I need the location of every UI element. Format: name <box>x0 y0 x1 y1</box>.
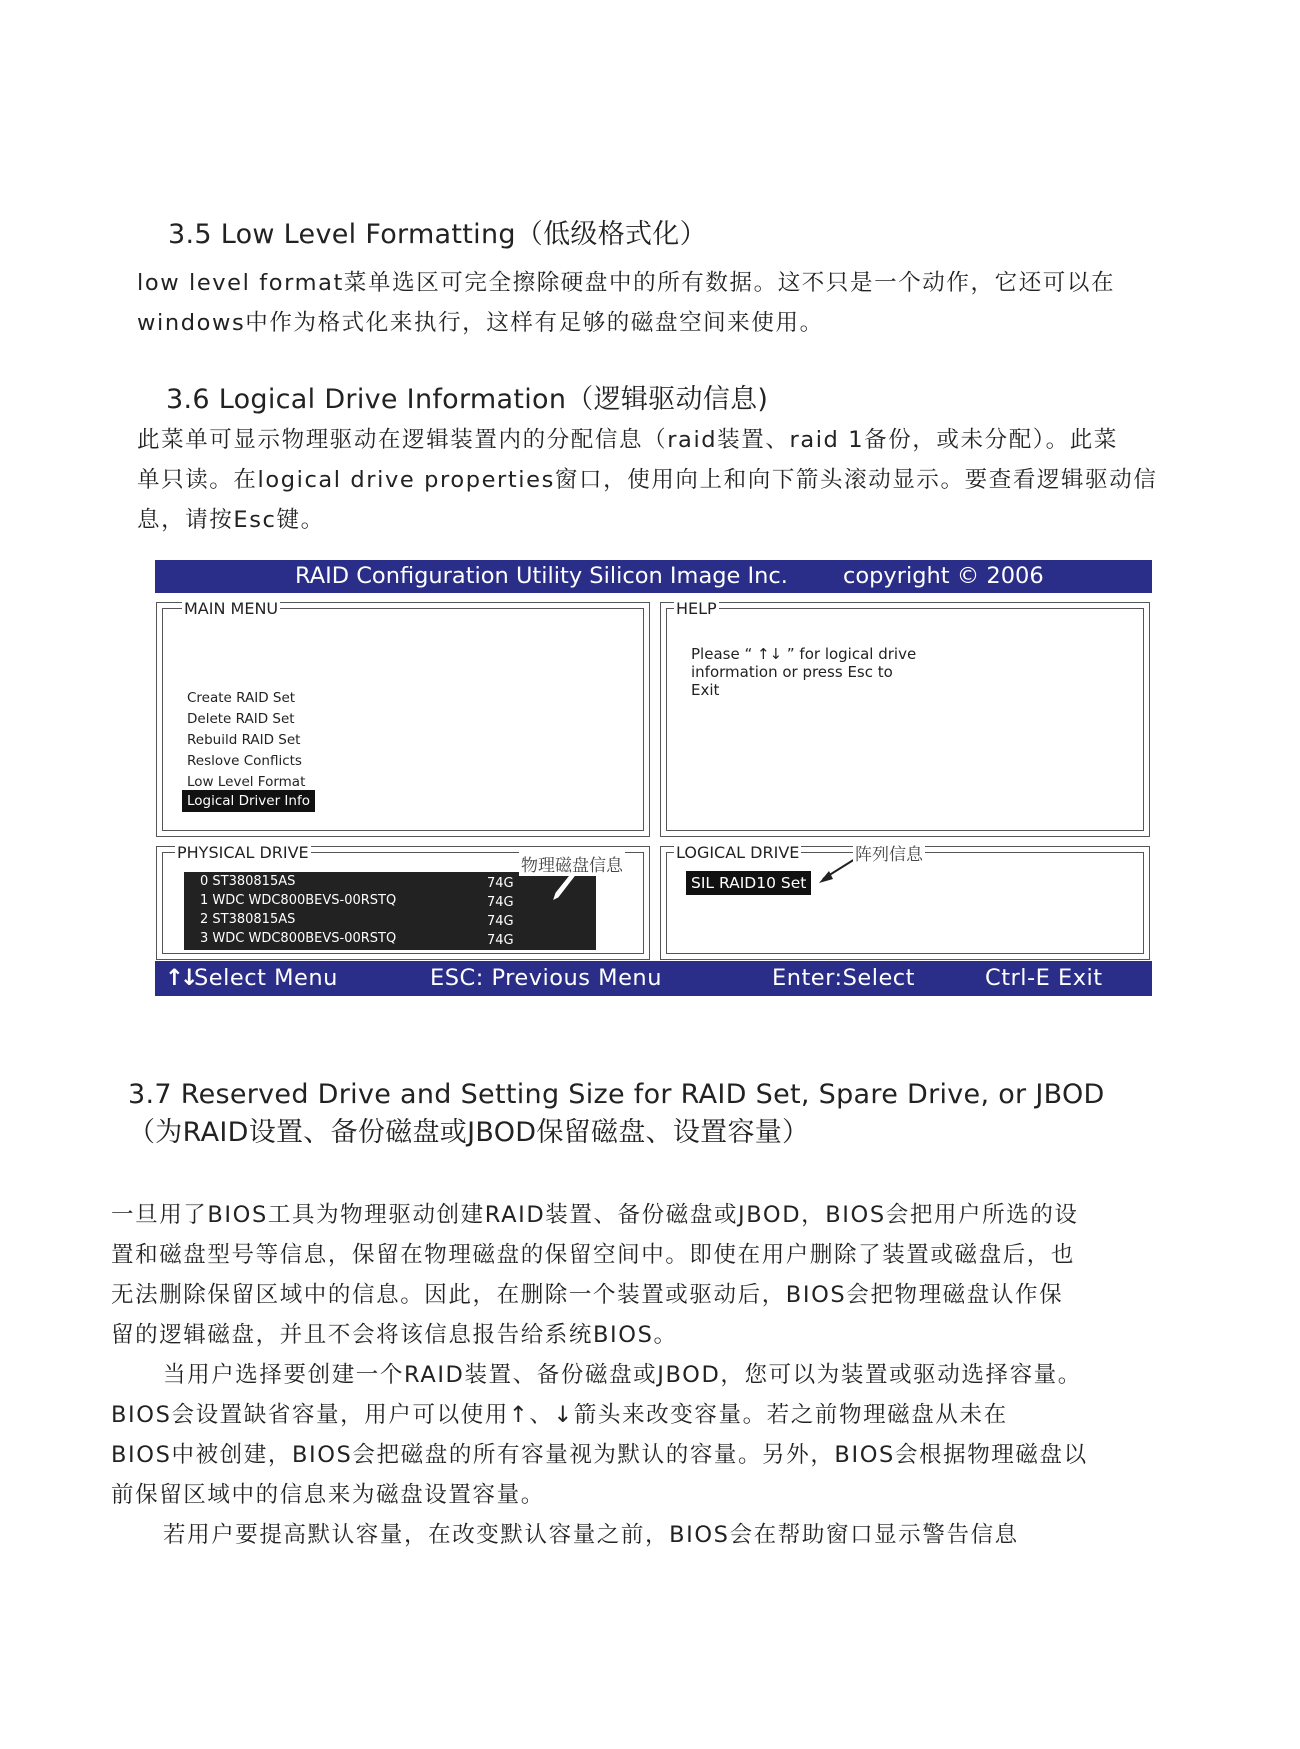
section-3-6-heading: 3.6 Logical Drive Information（逻辑驱动信息) <box>166 384 769 415</box>
status-enter-select: Enter:Select <box>772 965 915 991</box>
section-3-5-heading: 3.5 Low Level Formatting（低级格式化） <box>168 219 707 250</box>
title-bar <box>155 560 1152 593</box>
paragraph-line: 当用户选择要创建一个RAID装置、备份磁盘或JBOD，您可以为装置或驱动选择容量。 <box>163 1362 1082 1388</box>
drive-row[interactable] <box>184 929 596 948</box>
raid-utility-screenshot <box>155 560 1152 996</box>
paragraph-line: 前保留区域中的信息来为磁盘设置容量。 <box>111 1482 545 1508</box>
help-panel <box>660 599 1150 837</box>
section-3-5-paragraph <box>137 263 1115 343</box>
paragraph-line: 置和磁盘型号等信息，保留在物理磁盘的保留空间中。即使在用户删除了装置或磁盘后，也 <box>111 1242 1076 1268</box>
logical-drive-label: LOGICAL DRIVE <box>676 843 800 862</box>
panel-inner-border <box>666 608 1144 831</box>
section-3-7-heading: 3.7 Reserved Drive and Setting Size for RAID Set, Spare Drive, or JBOD <box>128 1079 1105 1110</box>
paragraph-line: windows中作为格式化来执行，这样有足够的磁盘空间来使用。 <box>137 310 824 336</box>
physical-drive-list[interactable] <box>184 872 596 950</box>
panel-inner-border <box>666 852 1144 954</box>
main-menu-label: MAIN MENU <box>184 599 279 618</box>
paragraph-line: 单只读。在logical drive properties窗口，使用向上和向下箭头滚动显示。要查看逻辑驱动信 <box>137 467 1158 493</box>
paragraph-line: 若用户要提高默认容量，在改变默认容量之前，BIOS会在帮助窗口显示警告信息 <box>163 1522 1019 1548</box>
help-text <box>691 645 916 699</box>
physical-drive-annotation: 物理磁盘信息 <box>519 851 625 876</box>
status-ctrl-e-exit: Ctrl-E Exit <box>985 965 1103 991</box>
menu-item-low-level-format[interactable]: Low Level Format <box>187 774 306 790</box>
drive-size: 74G <box>487 895 514 910</box>
help-label: HELP <box>676 599 717 618</box>
menu-item-resolve-conflicts[interactable]: Reslove Conflicts <box>187 753 302 769</box>
drive-size: 74G <box>487 933 514 948</box>
help-line: Exit <box>691 681 720 699</box>
annotation-arrow-icon <box>817 857 857 887</box>
paragraph-line: 一旦用了BIOS工具为物理驱动创建RAID装置、备份磁盘或JBOD，BIOS会把用户所选的设 <box>111 1202 1079 1228</box>
utility-title: RAID Configuration Utility Silicon Image Inc. <box>295 563 788 589</box>
section-3-6-paragraph <box>137 420 1157 540</box>
annotation-arrow-icon <box>550 873 580 901</box>
menu-item-rebuild-raid-set[interactable]: Rebuild RAID Set <box>187 732 301 748</box>
status-select-menu: Select Menu <box>194 965 338 991</box>
drive-name: 1 WDC WDC800BEVS-00RSTQ <box>200 893 397 908</box>
help-line: information or press Esc to <box>691 663 893 681</box>
paragraph-line: BIOS中被创建，BIOS会把磁盘的所有容量视为默认的容量。另外，BIOS会根据物理磁盘以 <box>111 1442 1088 1468</box>
status-bar <box>155 961 1152 996</box>
drive-name: 2 ST380815AS <box>200 912 296 927</box>
help-line: Please “ ↑↓ ” for logical drive <box>691 645 917 663</box>
drive-row[interactable] <box>184 891 596 910</box>
up-down-arrows-icon: ↑↓ <box>165 965 195 991</box>
section-3-7-paragraph <box>111 1195 1088 1555</box>
paragraph-line: 此菜单可显示物理驱动在逻辑装置内的分配信息（raid装置、raid 1备份，或未分配）。此菜 <box>137 427 1118 453</box>
paragraph-line: low level format菜单选区可完全擦除硬盘中的所有数据。这不只是一个动作，它还可以在 <box>137 270 1116 296</box>
drive-row[interactable] <box>184 910 596 929</box>
copyright-text: copyright © 2006 <box>843 563 1044 589</box>
menu-item-create-raid-set[interactable]: Create RAID Set <box>187 690 296 706</box>
menu-item-delete-raid-set[interactable]: Delete RAID Set <box>187 711 295 727</box>
drive-name: 0 ST380815AS <box>200 874 296 889</box>
menu-item-logical-driver-info[interactable]: Logical Driver Info <box>182 790 315 812</box>
status-esc-previous: ESC: Previous Menu <box>430 965 662 991</box>
paragraph-line: 留的逻辑磁盘，并且不会将该信息报告给系统BIOS。 <box>111 1322 678 1348</box>
drive-size: 74G <box>487 876 514 891</box>
section-3-7-subheading: （为RAID设置、备份磁盘或JBOD保留磁盘、设置容量） <box>128 1117 810 1148</box>
logical-drive-selected[interactable]: SIL RAID10 Set <box>686 871 811 895</box>
drive-size: 74G <box>487 914 514 929</box>
paragraph-line: 无法删除保留区域中的信息。因此，在删除一个装置或驱动后，BIOS会把物理磁盘认作保 <box>111 1282 1064 1308</box>
logical-drive-annotation: 阵列信息 <box>853 840 925 865</box>
drive-name: 3 WDC WDC800BEVS-00RSTQ <box>200 931 397 946</box>
main-menu-panel <box>156 599 650 837</box>
paragraph-line: BIOS会设置缺省容量，用户可以使用↑、↓箭头来改变容量。若之前物理磁盘从未在 <box>111 1402 1008 1428</box>
paragraph-line: 息，请按Esc键。 <box>137 507 325 533</box>
physical-drive-label: PHYSICAL DRIVE <box>177 843 309 862</box>
